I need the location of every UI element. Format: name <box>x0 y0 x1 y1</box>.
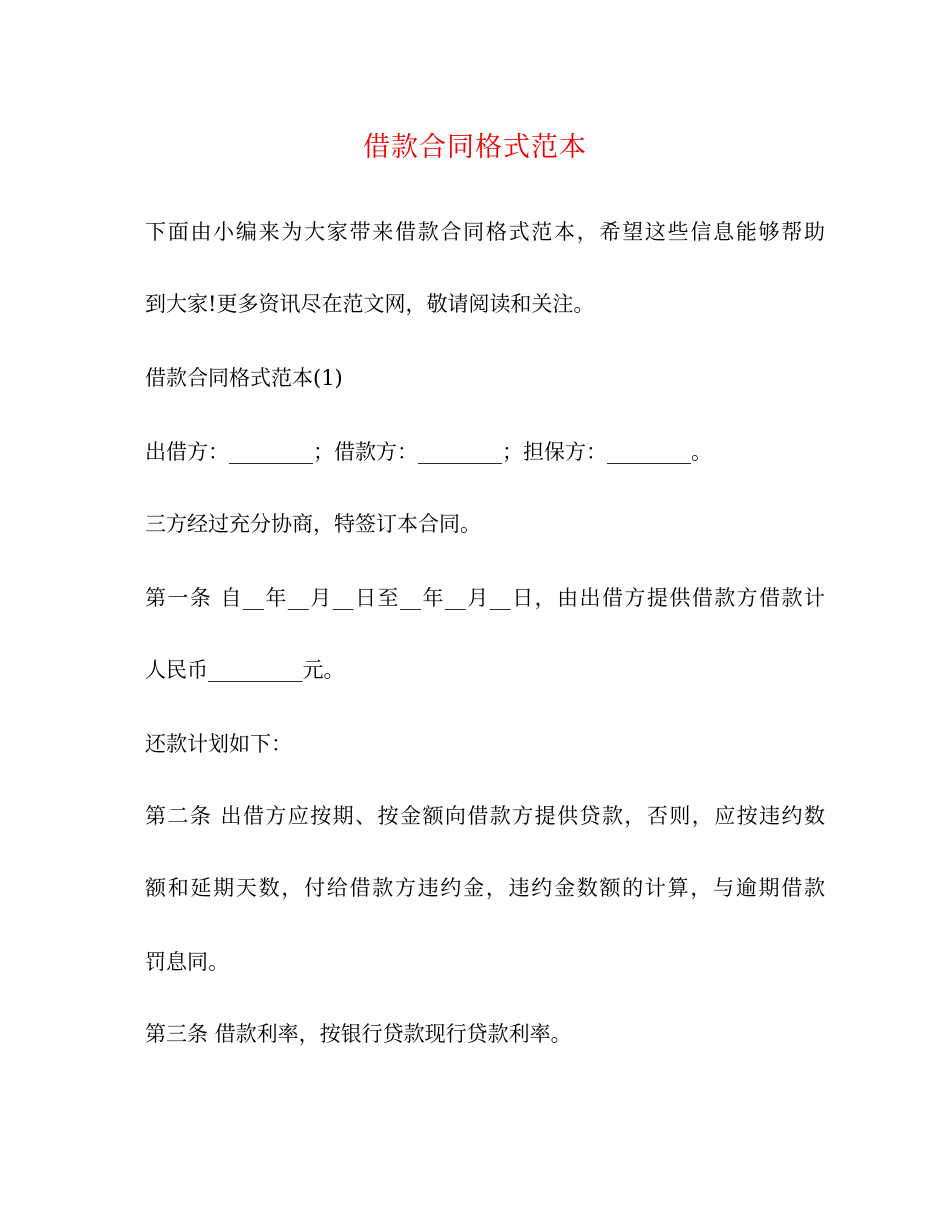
amount-line: 人民币_________元。 <box>145 658 345 682</box>
section-heading: 借款合同格式范本(1) <box>145 366 343 390</box>
paragraph-line: 到大家!更多资讯尽在范文网，敬请阅读和关注。 <box>145 292 595 316</box>
article-two-line: 第二条 出借方应按期、按金额向借款方提供贷款，否则，应按违约数 <box>145 804 825 828</box>
paragraph-line: 三方经过充分协商，特签订本合同。 <box>145 512 481 536</box>
article-one-line: 第一条 自__年__月__日至__年__月__日，由出借方提供借款方借款计 <box>145 586 825 610</box>
paragraph-line: 还款计划如下： <box>145 732 292 756</box>
paragraph-line: 下面由小编来为大家带来借款合同格式范本，希望这些信息能够帮助 <box>145 220 825 244</box>
document-title: 借款合同格式范本 <box>363 132 587 163</box>
parties-line: 出借方：________；借款方：________；担保方：________。 <box>145 440 712 464</box>
article-two-line: 罚息同。 <box>145 950 229 974</box>
article-three-line: 第三条 借款利率，按银行贷款现行贷款利率。 <box>145 1022 572 1046</box>
article-two-line: 额和延期天数，付给借款方违约金，违约金数额的计算，与逾期借款 <box>145 876 825 900</box>
